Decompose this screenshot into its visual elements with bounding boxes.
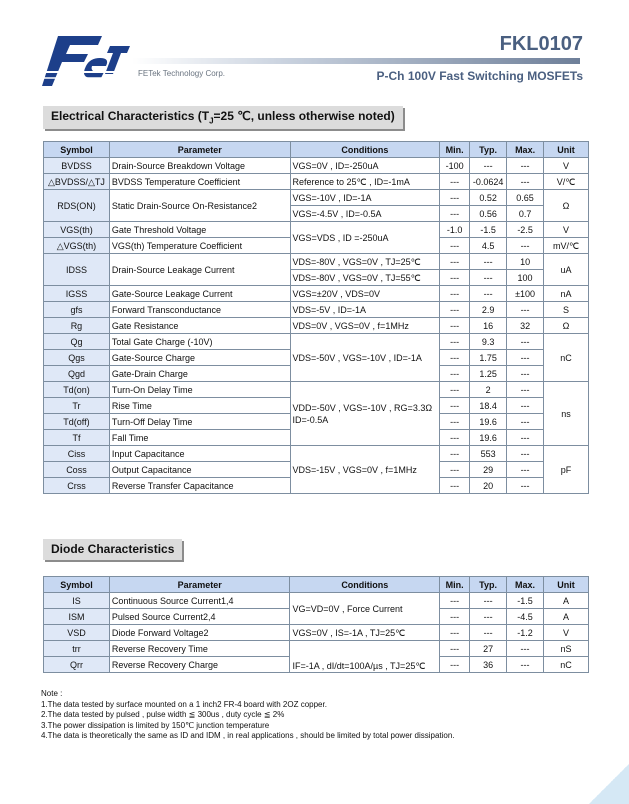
min-cell: ---	[440, 238, 470, 254]
min-cell: ---	[440, 206, 470, 222]
symbol-cell: Crss	[44, 478, 110, 494]
typ-cell: 36	[470, 657, 507, 673]
min-cell: ---	[440, 318, 470, 334]
typ-cell: 20	[470, 478, 507, 494]
col-typ: Typ.	[470, 577, 507, 593]
max-cell: ---	[507, 350, 544, 366]
electrical-table	[43, 141, 589, 494]
unit-cell: mV/℃	[544, 238, 589, 254]
unit-cell: Ω	[544, 190, 589, 222]
conditions-cell: VDS=-5V , ID=-1A	[290, 302, 440, 318]
table-row	[44, 625, 589, 641]
min-cell: ---	[440, 254, 470, 270]
conditions-cell: Reference to 25℃ , ID=-1mA	[290, 174, 440, 190]
typ-cell: 27	[470, 641, 507, 657]
max-cell: ---	[507, 238, 544, 254]
typ-cell: 1.75	[470, 350, 507, 366]
max-cell: ---	[507, 302, 544, 318]
min-cell: ---	[440, 593, 470, 609]
page-corner-decoration	[589, 764, 629, 804]
max-cell: ---	[507, 446, 544, 462]
symbol-cell: Qgs	[44, 350, 110, 366]
parameter-cell: Turn-Off Delay Time	[109, 414, 290, 430]
min-cell: ---	[440, 398, 470, 414]
typ-cell: -0.0624	[470, 174, 507, 190]
symbol-cell: Coss	[44, 462, 110, 478]
parameter-cell: Fall Time	[109, 430, 290, 446]
typ-cell: 29	[470, 462, 507, 478]
conditions-cell: VDS=-15V , VGS=0V , f=1MHz	[290, 446, 440, 494]
min-cell: -1.0	[440, 222, 470, 238]
symbol-cell: Rg	[44, 318, 110, 334]
typ-cell: ---	[470, 625, 507, 641]
company-name: FETek Technology Corp.	[138, 69, 226, 78]
col-conditions: Conditions	[290, 142, 440, 158]
symbol-cell: IGSS	[44, 286, 110, 302]
conditions-cell: IF=-1A , dI/dt=100A/µs , TJ=25℃	[290, 641, 440, 673]
max-cell: ---	[507, 382, 544, 398]
fetek-logo	[40, 32, 140, 88]
min-cell: ---	[440, 446, 470, 462]
min-cell: ---	[440, 174, 470, 190]
unit-cell: V/℃	[544, 174, 589, 190]
typ-cell: ---	[470, 286, 507, 302]
symbol-cell: gfs	[44, 302, 110, 318]
symbol-cell: Td(on)	[44, 382, 110, 398]
table-row	[44, 641, 589, 657]
table-row	[44, 190, 589, 206]
max-cell: ---	[507, 174, 544, 190]
parameter-cell: Reverse Recovery Time	[109, 641, 290, 657]
min-cell: ---	[440, 302, 470, 318]
typ-cell: ---	[470, 593, 507, 609]
symbol-cell: Tf	[44, 430, 110, 446]
diode-section-title: Diode Characteristics	[43, 539, 182, 560]
symbol-cell: △VGS(th)	[44, 238, 110, 254]
parameter-cell: Gate-Source Leakage Current	[109, 286, 290, 302]
header-bar	[132, 58, 580, 64]
diode-table	[43, 576, 589, 673]
max-cell: 10	[507, 254, 544, 270]
min-cell: ---	[440, 350, 470, 366]
min-cell: ---	[440, 270, 470, 286]
max-cell: ---	[507, 478, 544, 494]
parameter-cell: VGS(th) Temperature Coefficient	[109, 238, 290, 254]
parameter-cell: Forward Transconductance	[109, 302, 290, 318]
col-conditions: Conditions	[290, 577, 440, 593]
typ-cell: 9.3	[470, 334, 507, 350]
max-cell: 0.7	[507, 206, 544, 222]
max-cell: ±100	[507, 286, 544, 302]
col-parameter: Parameter	[109, 577, 290, 593]
parameter-cell: Pulsed Source Current2,4	[109, 609, 290, 625]
table-row	[44, 174, 589, 190]
symbol-cell: △BVDSS/△TJ	[44, 174, 110, 190]
part-subtitle: P-Ch 100V Fast Switching MOSFETs	[376, 69, 583, 83]
electrical-section-title: Electrical Characteristics ($T_J=25$ ℃, unless otherwise noted)	[43, 106, 403, 129]
col-typ: Typ.	[470, 142, 507, 158]
note-1: 1.The data tested by surface mounted on a 1 inch2 FR-4 board with 2OZ copper.	[41, 699, 327, 709]
notes	[41, 689, 455, 742]
parameter-cell: Input Capacitance	[109, 446, 290, 462]
parameter-cell: Static Drain-Source On-Resistance2	[109, 190, 290, 222]
conditions-cell: VDS=-50V , VGS=-10V , ID=-1A	[290, 334, 440, 382]
typ-cell: 4.5	[470, 238, 507, 254]
symbol-cell: Tr	[44, 398, 110, 414]
document-header	[0, 0, 629, 100]
table-row	[44, 382, 589, 398]
symbol-cell: IS	[44, 593, 110, 609]
unit-cell: pF	[544, 446, 589, 494]
symbol-cell: Td(off)	[44, 414, 110, 430]
unit-cell: A	[544, 593, 589, 609]
parameter-cell: Gate Threshold Voltage	[109, 222, 290, 238]
typ-cell: 19.6	[470, 414, 507, 430]
notes-title: Note :	[41, 689, 63, 698]
max-cell: ---	[507, 462, 544, 478]
parameter-cell: Drain-Source Breakdown Voltage	[109, 158, 290, 174]
conditions-cell: VGS=-10V , ID=-1A	[290, 190, 440, 206]
max-cell: 0.65	[507, 190, 544, 206]
unit-cell: ns	[544, 382, 589, 446]
max-cell: ---	[507, 657, 544, 673]
typ-cell: -1.5	[470, 222, 507, 238]
typ-cell: 2	[470, 382, 507, 398]
note-3: 3.The power dissipation is limited by 150℃ junction temperature	[41, 720, 270, 730]
symbol-cell: trr	[44, 641, 110, 657]
min-cell: ---	[440, 609, 470, 625]
unit-cell: V	[544, 222, 589, 238]
symbol-cell: VSD	[44, 625, 110, 641]
unit-cell: S	[544, 302, 589, 318]
col-min: Min.	[440, 577, 470, 593]
col-symbol: Symbol	[44, 142, 110, 158]
typ-cell: 18.4	[470, 398, 507, 414]
conditions-cell: VDS=-80V , VGS=0V , TJ=55℃	[290, 270, 440, 286]
col-parameter: Parameter	[109, 142, 290, 158]
note-4: 4.The data is theoretically the same as ID and IDM , in real applications , should be limited by total power dissipation.	[41, 731, 455, 741]
parameter-cell: Drain-Source Leakage Current	[109, 254, 290, 286]
col-max: Max.	[507, 142, 544, 158]
max-cell: -2.5	[507, 222, 544, 238]
typ-cell: 0.56	[470, 206, 507, 222]
symbol-cell: Qgd	[44, 366, 110, 382]
symbol-cell: Ciss	[44, 446, 110, 462]
symbol-cell: Qrr	[44, 657, 110, 673]
typ-cell: 2.9	[470, 302, 507, 318]
parameter-cell: Total Gate Charge (-10V)	[109, 334, 290, 350]
conditions-cell: VG=VD=0V , Force Current	[290, 593, 440, 625]
min-cell: ---	[440, 382, 470, 398]
part-number: FKL0107	[499, 33, 583, 55]
min-cell: ---	[440, 462, 470, 478]
col-symbol: Symbol	[44, 577, 110, 593]
symbol-cell: ISM	[44, 609, 110, 625]
typ-cell: 553	[470, 446, 507, 462]
typ-cell: 16	[470, 318, 507, 334]
unit-cell: nA	[544, 286, 589, 302]
symbol-cell: Qg	[44, 334, 110, 350]
parameter-cell: Reverse Recovery Charge	[109, 657, 290, 673]
symbol-cell: IDSS	[44, 254, 110, 286]
table-row	[44, 334, 589, 350]
min-cell: ---	[440, 286, 470, 302]
parameter-cell: Gate-Source Charge	[109, 350, 290, 366]
col-unit: Unit	[544, 577, 589, 593]
unit-cell: nC	[544, 334, 589, 382]
conditions-cell: VGS=VDS , ID =-250uA	[290, 222, 440, 254]
switching-conditions-line-1: VDD=-50V , VGS=-10V , RG=3.3Ω	[292, 402, 433, 413]
max-cell: -1.5	[507, 593, 544, 609]
parameter-cell: Reverse Transfer Capacitance	[109, 478, 290, 494]
note-2: 2.The data tested by pulsed , pulse width ≦ 300us , duty cycle ≦ 2%	[41, 710, 285, 720]
min-cell: ---	[440, 190, 470, 206]
table-row	[44, 254, 589, 270]
typ-cell: ---	[470, 254, 507, 270]
parameter-cell: Output Capacitance	[109, 462, 290, 478]
min-cell: -100	[440, 158, 470, 174]
typ-cell: ---	[470, 158, 507, 174]
conditions-cell: VDS=0V , VGS=0V , f=1MHz	[290, 318, 440, 334]
table-row	[44, 286, 589, 302]
max-cell: 32	[507, 318, 544, 334]
table-row	[44, 318, 589, 334]
parameter-cell: Turn-On Delay Time	[109, 382, 290, 398]
parameter-cell: Continuous Source Current1,4	[109, 593, 290, 609]
parameter-cell: BVDSS Temperature Coefficient	[109, 174, 290, 190]
min-cell: ---	[440, 641, 470, 657]
conditions-cell: VGS=0V , ID=-250uA	[290, 158, 440, 174]
symbol-cell: RDS(ON)	[44, 190, 110, 222]
min-cell: ---	[440, 478, 470, 494]
typ-cell: ---	[470, 270, 507, 286]
switching-conditions-line-2: ID=-0.5A	[292, 414, 329, 425]
table-row	[44, 222, 589, 238]
max-cell: ---	[507, 158, 544, 174]
min-cell: ---	[440, 625, 470, 641]
typ-cell: 0.52	[470, 190, 507, 206]
typ-cell: 19.6	[470, 430, 507, 446]
typ-cell: ---	[470, 609, 507, 625]
max-cell: ---	[507, 366, 544, 382]
unit-cell: nC	[544, 657, 589, 673]
max-cell: ---	[507, 334, 544, 350]
typ-cell: 1.25	[470, 366, 507, 382]
unit-cell: Ω	[544, 318, 589, 334]
parameter-cell: Gate-Drain Charge	[109, 366, 290, 382]
min-cell: ---	[440, 657, 470, 673]
conditions-cell: VGS=0V , IS=-1A , TJ=25℃	[290, 625, 440, 641]
parameter-cell: Diode Forward Voltage2	[109, 625, 290, 641]
col-min: Min.	[440, 142, 470, 158]
unit-cell: A	[544, 609, 589, 625]
col-max: Max.	[507, 577, 544, 593]
max-cell: ---	[507, 641, 544, 657]
table-row	[44, 302, 589, 318]
parameter-cell: Rise Time	[109, 398, 290, 414]
table-row	[44, 593, 589, 609]
min-cell: ---	[440, 334, 470, 350]
conditions-cell: VGS=±20V , VDS=0V	[290, 286, 440, 302]
max-cell: 100	[507, 270, 544, 286]
max-cell: -1.2	[507, 625, 544, 641]
table-header-row	[44, 577, 589, 593]
min-cell: ---	[440, 430, 470, 446]
unit-cell: uA	[544, 254, 589, 286]
symbol-cell: BVDSS	[44, 158, 110, 174]
col-unit: Unit	[544, 142, 589, 158]
unit-cell: V	[544, 158, 589, 174]
conditions-cell: VGS=-4.5V , ID=-0.5A	[290, 206, 440, 222]
min-cell: ---	[440, 414, 470, 430]
conditions-cell: VDS=-80V , VGS=0V , TJ=25℃	[290, 254, 440, 270]
table-row	[44, 446, 589, 462]
conditions-cell	[290, 382, 440, 446]
unit-cell: nS	[544, 641, 589, 657]
max-cell: ---	[507, 414, 544, 430]
max-cell: ---	[507, 398, 544, 414]
min-cell: ---	[440, 366, 470, 382]
unit-cell: V	[544, 625, 589, 641]
table-row	[44, 158, 589, 174]
table-header-row	[44, 142, 589, 158]
parameter-cell: Gate Resistance	[109, 318, 290, 334]
symbol-cell: VGS(th)	[44, 222, 110, 238]
max-cell: ---	[507, 430, 544, 446]
max-cell: -4.5	[507, 609, 544, 625]
